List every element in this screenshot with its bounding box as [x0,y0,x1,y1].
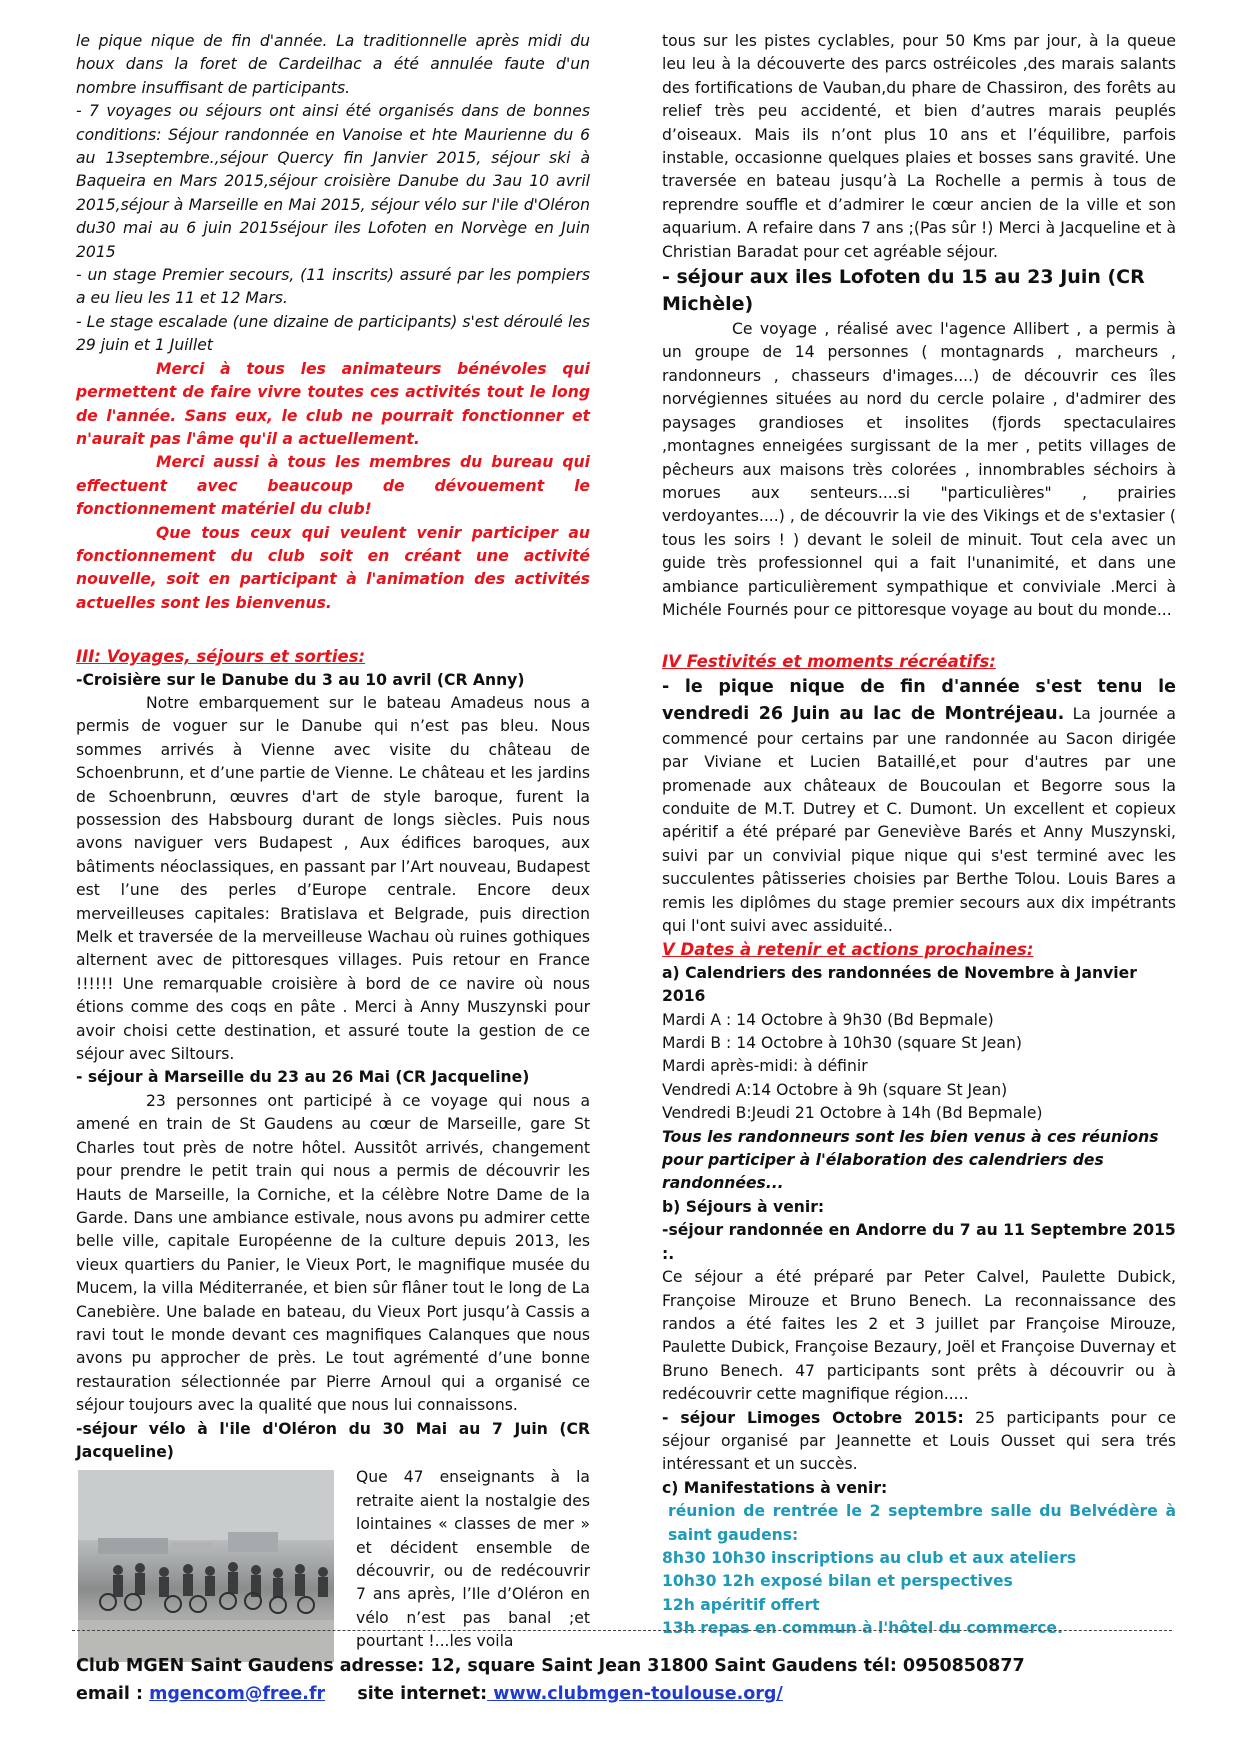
email-label: email : [76,1684,150,1704]
schedule-item: Mardi après-midi: à définir [662,1057,868,1076]
intro-line: - 7 voyages ou séjours ont ainsi été organisés dans de bonnes conditions: Séjour randonnée en Vanoise et hte Maurienne du 6 au 13septembre.,séjour Quercy fin Janvier 2015, séjour ski à Baqueira en Mars 2015,séjour croisière Danube du 3au 10 avril 2015,séjour à Marseille en Mai 2015, séjour vélo sur l'ile d'Oléron du30 mai au 6 juin 2015séjour iles Lofoten en Norvège en Juin 2015 [76,102,590,261]
marseille-heading: - séjour à Marseille du 23 au 26 Mai (CR Jacqueline) [76,1068,530,1087]
email-link[interactable]: mgencom@free.fr [149,1684,326,1704]
pique-text: La journée a commencé pour certains par une randonnée au Sacon dirigée par Viviane et Lucien Bataillé,et pour d'autres par une promenade aux châteaux de Boucoulan et Begorre sous la conduite de M.T. Dutrey et C. Dumont. Un excellent et copieux apéritif a été préparé par Geneviève Barés et Anny Muszynski, suivi par un convivial pique nique qui s'est terminé avec les succulentes pâtisseries choisies par Berthe Tolou. Louis Bares a remis les diplômes du stage premier secours aux dix impétrants qui l'ont suivi avec assiduité.. [662,704,1176,935]
schedule-item: Vendredi B:Jeudi 21 Octobre à 14h (Bd Bepmale) [662,1104,1043,1123]
lofoten-heading: - séjour aux iles Lofoten du 15 au 23 Juin (CR Michèle) [662,266,1145,316]
group-cyclists-photo [78,1470,334,1662]
footer-contacts [76,1684,783,1704]
intro-block [76,30,590,358]
randonneurs-note: Tous les randonneurs sont les bien venus à ces réunions pour participer à l'élaboration des calendriers des randonnées... [662,1127,1159,1193]
oleron-photo-block [76,1466,590,1670]
manifestation-item: 8h30 10h30 inscriptions au club et aux ateliers [662,1548,1077,1567]
danube-heading: -Croisière sur le Danube du 3 au 10 avril (CR Anny) [76,670,525,689]
oleron-heading [76,1418,590,1465]
thanks-paragraph: Que tous ceux qui veulent venir participer au fonctionnement du club soit en créant une activité nouvelle, soit en participant à l'animation des activités actuelles sont les bienvenus. [76,523,590,612]
intro-line: - un stage Premier secours, (11 inscrits) assuré par les pompiers a eu lieu les 11 et 12 Mars. [76,266,590,308]
photo-scene-icon [78,1470,334,1662]
section-5-title: V Dates à retenir et actions prochaines: [662,940,1034,960]
thanks-block [76,358,590,615]
andorre-text: Ce séjour a été préparé par Peter Calvel, Paulette Dubick, Françoise Mirouze et Bruno Benech. La reconnaissance des randos a été faites les 2 et 3 juillet par Françoise Mirouze, Paulette Dubick, Françoise Bezaury, Joël et Françoise Duvernay et Bruno Benech. 47 participants sont prêts à découvrir ou à redécouvrir cette magnifique région..... [662,1268,1176,1404]
footer-divider [72,1630,1172,1631]
schedule-item: Mardi A : 14 Octobre à 9h30 (Bd Bepmale) [662,1010,994,1029]
schedule-item: Vendredi A:14 Octobre à 9h (square St Jean) [662,1080,1008,1099]
limoges-text: 25 participants pour ce séjour organisé par Jeannette et Louis Ousset qui sera trés intéressant et un succès. [662,1408,1176,1474]
oleron-continued-text: tous sur les pistes cyclables, pour 50 Kms par jour, à la queue leu leu à la découverte des parcs ostréicoles ,des marais salants des fortifications de Vauban,du phare de Chassiron, des forêts au relief très peu accidenté, et bien d’autres marais peuplés d’oiseaux. Mais ils n’ont plus 10 ans et l’équilibre, parfois instable, occasionne quelques plaies et bosses sans gravité. Une traversée en bateau jusqu’à La Rochelle a permis à tous de reprendre souffle et d’admirer le cœur ancien de la ville et son aquarium. A refaire dans 7 ans ;(Pas sûr !) Merci à Jacqueline et à Christian Baradat pour cet agréable séjour. [662,32,1176,261]
right-column [662,30,1176,1641]
limoges-heading: - séjour Limoges Octobre 2015: [662,1408,964,1427]
calendriers-heading: a) Calendriers des randonnées de Novembre à Janvier 2016 [662,963,1137,1006]
intro-line: le pique nique de fin d'année. La traditionnelle après midi du houx dans la foret de Cardeilhac a été annulée faute d'un nombre insuffisant de participants. [76,32,590,97]
section-4-title: IV Festivités et moments récréatifs: [662,652,996,672]
manifestations-heading: c) Manifestations à venir: [662,1478,888,1497]
oleron-heading-text: -séjour vélo à l'ile d'Oléron du 30 Mai au 7 Juin (CR Jacqueline) [76,1419,590,1461]
section-3-title: III: Voyages, séjours et sorties: [76,647,366,667]
oleron-text: Que 47 enseignants à la retraite aient la nostalgie des lointaines « classes de mer » et décident ensemble de découvrir, ou de redécouvrir 7 ans après, l’Ile d’Oléron en vélo n’est pas banal ;et pourtant !...les voila [356,1468,590,1651]
intro-line: - Le stage escalade (une dizaine de participants) s'est déroulé les 29 juin et 1 Juillet [76,312,590,355]
manifestation-item: 13h repas en commun à l'hôtel du commerce. [662,1619,1063,1638]
site-label: site internet: [357,1684,488,1704]
pique-heading: - le pique nique de fin d'année s'est tenu le vendredi 26 Juin au lac de Montréjeau. [662,676,1176,724]
thanks-paragraph: Merci aussi à tous les membres du bureau qui effectuent avec beaucoup de dévouement le fonctionnement matériel du club! [76,453,590,519]
left-column [76,30,590,1670]
sejours-heading: b) Séjours à venir: [662,1197,825,1216]
manifestation-item: réunion de rentrée le 2 septembre salle du Belvédère à saint gaudens: [668,1502,1176,1544]
manifestation-item: 10h30 12h exposé bilan et perspectives [662,1572,1013,1591]
lofoten-text: Ce voyage , réalisé avec l'agence Allibert , a permis à un groupe de 14 personnes ( montagnards , marcheurs , randonneurs , chasseurs d'images....) de découvrir ces îles norvégiennes situées au nord du cercle polaire , d'admirer des paysages grandioses et insolites (fjords spectaculaires ,montagnes enneigées surgissant de la mer , petits villages de pêcheurs aux maisons très colorées , innombrables séchoirs à morues aux senteurs....si "particulières" , prairies verdoyantes....) , de découvrir la vie des Vikings et de s'extasier ( tous les soirs ! ) devant le soleil de minuit. Tout cela avec un guide très professionnel qui a fait l'unanimité, et dans une ambiance particulièrement sympathique et conviviale .Merci à Michéle Fournés pour ce pittoresque voyage au bout du monde... [662,320,1176,619]
manifestation-item: 12h apéritif offert [662,1595,820,1614]
andorre-heading: -séjour randonnée en Andorre du 7 au 11 Septembre 2015 :. [662,1221,1176,1263]
marseille-text: 23 personnes ont participé à ce voyage qui nous a amené en train de St Gaudens au cœur de Marseille, gare St Charles tout près de notre hôtel. Aussitôt arrivés, changement pour prendre le petit train qui nous a permis de découvrir les Hauts de Marseille, la Corniche, et la célèbre Notre Dame de la Garde. Dans une ambiance estivale, nous avons pu admirer cette belle ville, capitale Européenne de la culture depuis 2013, les vieux quartiers du Panier, le Vieux Port, le magnifique musée du Mucem, la villa Méditerranée, et bien sûr flâner tout le long de La Canebière. Une balade en bateau, du Vieux Port jusqu’à Cassis a ravi tout le monde devant ces magnifiques Calanques que nous avons pu approcher de près. Le tout agrémenté d’une bonne restauration sélectionnée par Pierre Arnoul qui a organisé ce séjour toujours avec la qualité que nous lui connaissons. [76,1091,590,1415]
schedule-item: Mardi B : 14 Octobre à 10h30 (square St Jean) [662,1034,1022,1053]
danube-text: Notre embarquement sur le bateau Amadeus nous a permis de voguer sur le Danube qui n’est pas bleu. Nous sommes arrivés à Vienne avec visite du château de Schoenbrunn, et d’une partie de Vienne. Le château et les jardins de Schoenbrunn, œuvres d'art de style baroque, furent la possession des Habsbourg durant de longs siècles. Puis nous avons naviguer vers Budapest , Aux édifices baroques, aux bâtiments néoclassiques, en passant par l’Art nouveau, Budapest est l’une des perles d’Europe centrale. Encore deux merveilleuses capitales: Bratislava et Belgrade, puis direction Melk et traversée de la merveilleuse Wachau où ruines gothiques alternent avec de pittoresques villages. Puis retour en France !!!!!! Une remarquable croisière à bord de ce navire où nous étions comme des coqs en pâte . Merci à Anny Muszynski pour avoir choisi cette destination, et assuré toute la gestion de ce séjour avec Siltours. [76,693,590,1064]
footer-address: Club MGEN Saint Gaudens adresse: 12, square Saint Jean 31800 Saint Gaudens tél: 0950850877 [76,1656,1025,1676]
site-link[interactable]: www.clubmgen-toulouse.org/ [487,1684,783,1704]
thanks-paragraph: Merci à tous les animateurs bénévoles qui permettent de faire vivre toutes ces activités tout le long de l'année. Sans eux, le club ne pourrait fonctionner et n'aurait pas l'âme qu'il a actuellement. [76,359,590,448]
